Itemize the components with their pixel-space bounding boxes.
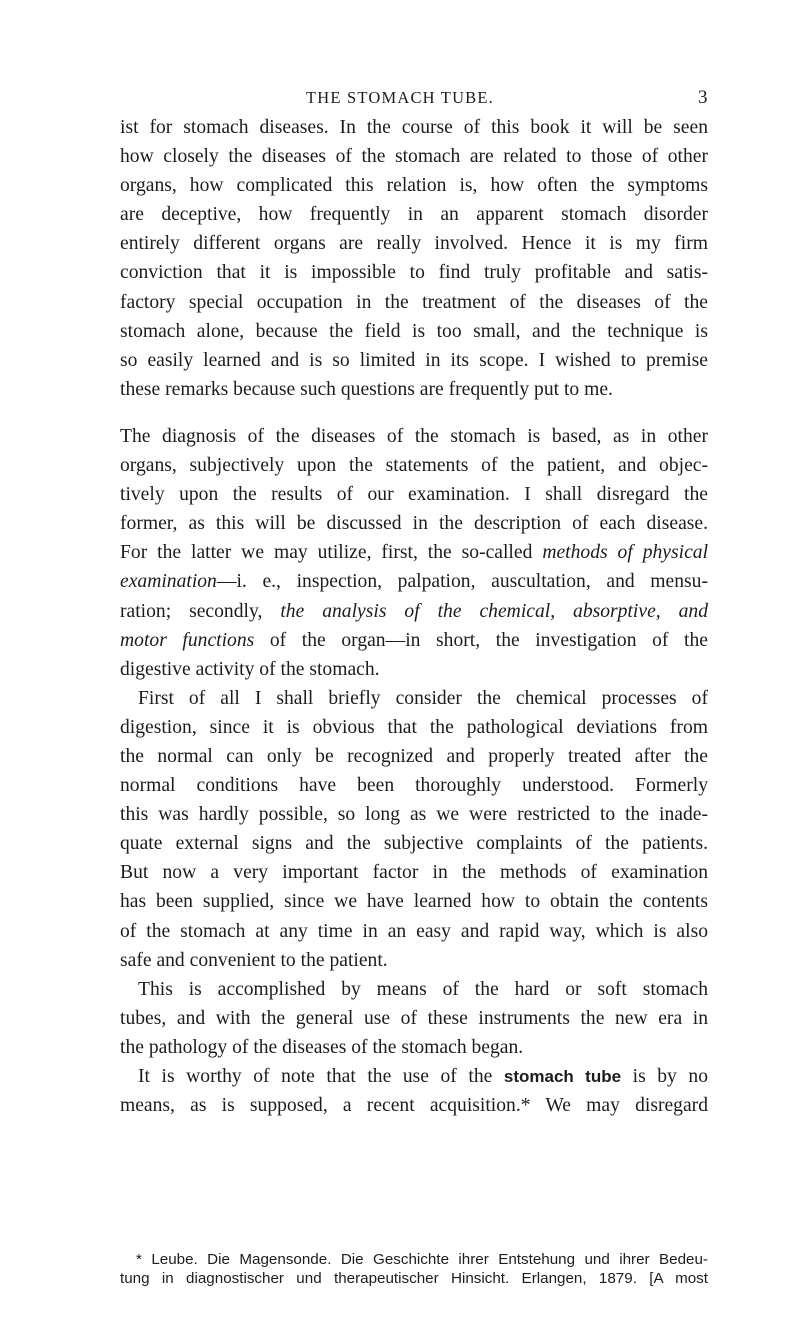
text-line: this was hardly possible, so long as we were restricted to the inade-: [120, 804, 708, 826]
text-line: [120, 538, 708, 567]
page-number: 3: [698, 87, 708, 108]
text-line: former, as this will be discussed in the description of each disease.: [120, 513, 708, 535]
footnote-line: * Leube. Die Magensonde. Die Geschichte ihrer Entstehung und ihrer Bedeu-: [136, 1251, 708, 1268]
body-text: [120, 113, 708, 1120]
footnote-line: tung in diagnostischer und therapeutischer Hinsicht. Erlangen, 1879. [A most: [120, 1270, 708, 1287]
text-line: so easily learned and is so limited in its scope. I wished to premise: [120, 349, 708, 371]
text-line: these remarks because such questions are frequently put to me.: [120, 378, 613, 400]
text-line: quate external signs and the subjective complaints of the patients.: [120, 833, 708, 855]
text-line: organs, subjectively upon the statements of the patient, and objec-: [120, 455, 708, 477]
text-line: how closely the diseases of the stomach are related to those of other: [120, 146, 708, 168]
text-line: normal conditions have been thoroughly understood. Formerly: [120, 775, 708, 797]
text-line: stomach alone, because the field is too small, and the technique is: [120, 320, 708, 342]
text-line: [120, 567, 708, 596]
text-segment: It is worthy of note that the use of the: [138, 1066, 504, 1087]
text-line: But now a very important factor in the methods of examination: [120, 862, 708, 884]
italic-term: the analysis of the chemical, absorptive, and: [280, 600, 709, 622]
running-title: THE STOMACH TUBE.: [305, 88, 494, 107]
text-line: digestive activity of the stomach.: [120, 658, 380, 680]
italic-term: motor functions: [120, 629, 255, 651]
text-line: are deceptive, how frequently in an apparent stomach disorder: [120, 204, 708, 226]
text-line: [120, 1062, 708, 1091]
text-line: [120, 626, 708, 655]
italic-term: methods of physical: [542, 542, 709, 564]
text-segment: —i. e., inspection, palpation, auscultation, and mensu-: [216, 571, 708, 593]
text-line: [120, 597, 708, 626]
text-line: tubes, and with the general use of these instruments the new era in: [120, 1007, 708, 1029]
text-segment: of the organ—in short, the investigation of the: [254, 629, 708, 651]
text-segment: For the latter we may utilize, first, the so-called: [120, 542, 543, 564]
text-line: digestion, since it is obvious that the pathological deviations from: [120, 716, 708, 738]
text-line: of the stomach at any time in an easy and rapid way, which is also: [120, 920, 708, 942]
text-segment: ration; secondly,: [120, 600, 281, 622]
text-line: has been supplied, since we have learned how to obtain the contents: [120, 891, 708, 913]
text-segment: is by no: [621, 1066, 708, 1087]
text-line: the normal can only be recognized and properly treated after the: [120, 745, 708, 767]
text-line: safe and convenient to the patient.: [120, 949, 388, 971]
text-line: factory special occupation in the treatment of the diseases of the: [120, 291, 708, 313]
text-line: entirely different organs are really involved. Hence it is my firm: [120, 233, 708, 255]
running-head: [0, 86, 800, 110]
text-line: conviction that it is impossible to find truly profitable and satis-: [120, 262, 708, 284]
text-line: means, as is supposed, a recent acquisition.* We may disregard: [120, 1095, 708, 1117]
text-line: tively upon the results of our examination. I shall disregard the: [120, 484, 708, 506]
text-line: This is accomplished by means of the hard or soft stomach: [138, 978, 708, 1000]
footnote: [120, 1250, 708, 1288]
text-line: the pathology of the diseases of the stomach began.: [120, 1036, 524, 1058]
text-line: The diagnosis of the diseases of the stomach is based, as in other: [120, 425, 708, 447]
text-line: organs, how complicated this relation is, how often the symptoms: [120, 175, 708, 197]
text-line: ist for stomach diseases. In the course of this book it will be seen: [120, 117, 708, 138]
italic-term: examination: [120, 571, 217, 593]
text-line: First of all I shall briefly consider the chemical processes of: [138, 687, 708, 709]
bold-term: stomach tube: [503, 1067, 622, 1086]
